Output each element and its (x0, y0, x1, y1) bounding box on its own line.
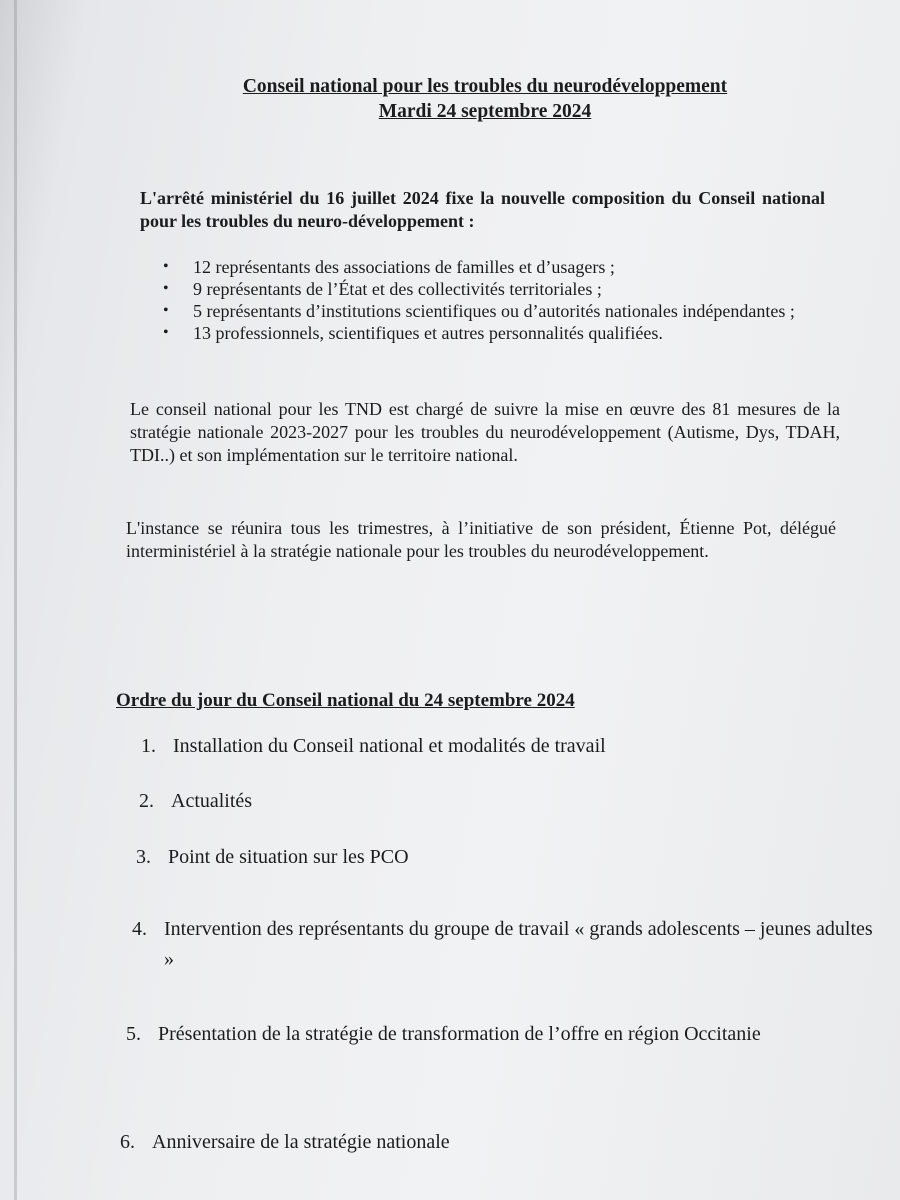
agenda-item-number: 4. (132, 918, 147, 940)
agenda-item-text: Intervention des représentants du groupe de travail « grands adolescents – jeunes adultes » (164, 918, 873, 970)
bullet-icon: • (163, 324, 169, 341)
meeting-date: Mardi 24 septembre 2024 (378, 101, 592, 122)
agenda-item-number: 3. (136, 846, 151, 868)
mission-paragraph: Le conseil national pour les TND est chargé de suivre la mise en œuvre des 81 mesures de la stratégie nationale 2023-2027 pour les troubles du neurodéveloppement (Autisme, Dys, TDAH, TDI..) et son implémentation sur le territoire national. (130, 399, 840, 465)
agenda-title: Ordre du jour du Conseil national du 24 septembre 2024 (116, 690, 575, 711)
composition-list (160, 256, 832, 344)
list-item-text: 5 représentants d’institutions scientifiques ou d’autorités nationales indépendantes ; (193, 301, 795, 321)
page-fold-shadow (14, 0, 17, 1200)
agenda-item-number: 6. (120, 1131, 135, 1153)
agenda-item (139, 786, 831, 816)
agenda-item (120, 1127, 812, 1157)
agenda-item-text: Point de situation sur les PCO (168, 846, 409, 868)
list-item (160, 278, 832, 300)
agenda-item-number: 2. (139, 790, 154, 812)
agenda-item (132, 914, 879, 974)
page-title: Conseil national pour les troubles du neurodéveloppement (242, 76, 728, 97)
agenda-item-text: Actualités (171, 790, 253, 812)
list-item (160, 300, 832, 322)
agenda-item (141, 731, 833, 761)
agenda-item-text: Présentation de la stratégie de transformation de l’offre en région Occitanie (158, 1023, 761, 1045)
bullet-icon: • (163, 280, 169, 297)
list-item-text: 12 représentants des associations de familles et d’usagers ; (193, 257, 615, 277)
list-item (160, 322, 832, 344)
agenda-item (136, 842, 828, 872)
document-header (120, 74, 850, 124)
agenda-item-text: Anniversaire de la stratégie nationale (152, 1131, 450, 1153)
agenda-item-number: 5. (126, 1023, 141, 1045)
agenda-item (126, 1019, 833, 1049)
list-item-text: 13 professionnels, scientifiques et autres personnalités qualifiées. (193, 323, 663, 343)
bullet-icon: • (163, 258, 169, 275)
meeting-frequency-paragraph: L'instance se réunira tous les trimestres, à l’initiative de son président, Étienne Pot, délégué interministériel à la stratégie nationale pour les troubles du neurodéveloppement. (126, 518, 836, 561)
agenda-item-number: 1. (141, 735, 156, 757)
agenda-item-text: Installation du Conseil national et modalités de travail (173, 735, 606, 757)
list-item (160, 256, 832, 278)
bullet-icon: • (163, 302, 169, 319)
list-item-text: 9 représentants de l’État et des collectivités territoriales ; (193, 279, 602, 299)
intro-paragraph: L'arrêté ministériel du 16 juillet 2024 fixe la nouvelle composition du Conseil national pour les troubles du neuro-développement : (140, 188, 825, 231)
